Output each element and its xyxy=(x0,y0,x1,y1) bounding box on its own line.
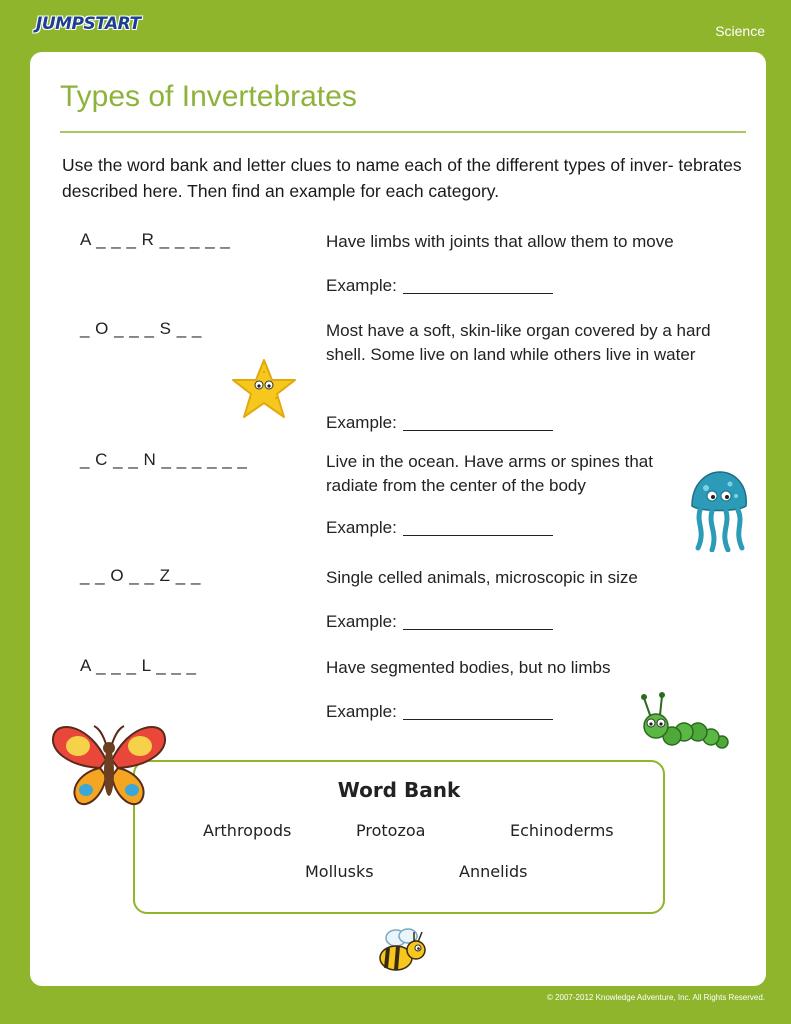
word-bank-item: Mollusks xyxy=(305,862,374,881)
letter-clue: A _ _ _ R _ _ _ _ _ xyxy=(80,230,231,249)
page-title: Types of Invertebrates xyxy=(60,80,357,113)
letter-clue: _ C _ _ N _ _ _ _ _ _ xyxy=(80,450,248,469)
caterpillar-icon xyxy=(634,692,730,754)
example-answer[interactable] xyxy=(326,518,553,538)
bee-icon xyxy=(374,924,430,976)
example-label: Example: xyxy=(326,518,397,537)
example-answer[interactable] xyxy=(326,702,553,722)
example-label: Example: xyxy=(326,702,397,721)
description: Have limbs with joints that allow them to move xyxy=(326,232,674,251)
description: Live in the ocean. Have arms or spines that radiate from the center of the body xyxy=(326,452,653,495)
title-divider xyxy=(60,131,746,133)
letter-clue: _ O _ _ _ S _ _ xyxy=(80,319,202,338)
answer-line xyxy=(403,719,553,720)
word-bank xyxy=(133,760,665,914)
answer-line xyxy=(403,629,553,630)
top-bar xyxy=(0,0,791,50)
subject-label: Science xyxy=(715,23,765,39)
word-bank-item: Protozoa xyxy=(356,821,426,840)
example-label: Example: xyxy=(326,413,397,432)
instructions: Use the word bank and letter clues to name each of the different types of inver- tebrates described here. Then find an example for each category. xyxy=(62,155,742,201)
butterfly-icon xyxy=(50,720,168,810)
example-answer[interactable] xyxy=(326,612,553,632)
starfish-icon xyxy=(230,358,298,420)
word-bank-title: Word Bank xyxy=(337,778,461,802)
example-answer[interactable] xyxy=(326,276,553,296)
letter-clue: _ _ O _ _ Z _ _ xyxy=(80,566,201,585)
copyright-footer: © 2007-2012 Knowledge Adventure, Inc. All Rights Reserved. xyxy=(546,993,765,1002)
example-label: Example: xyxy=(326,276,397,295)
description: Single celled animals, microscopic in size xyxy=(326,568,638,587)
jellyfish-icon xyxy=(686,468,752,552)
answer-line xyxy=(403,535,553,536)
example-label: Example: xyxy=(326,612,397,631)
example-answer[interactable] xyxy=(326,413,553,433)
description: Have segmented bodies, but no limbs xyxy=(326,658,611,677)
answer-line xyxy=(403,293,553,294)
answer-line xyxy=(403,430,553,431)
description: Most have a soft, skin-like organ covered by a hard shell. Some live on land while others live in water xyxy=(326,321,711,364)
word-bank-item: Echinoderms xyxy=(510,821,614,840)
word-bank-item: Arthropods xyxy=(203,821,292,840)
word-bank-item: Annelids xyxy=(459,862,528,881)
letter-clue: A _ _ _ L _ _ _ xyxy=(80,656,197,675)
jumpstart-logo: JUMPSTART xyxy=(36,14,141,34)
worksheet-page xyxy=(30,52,766,986)
